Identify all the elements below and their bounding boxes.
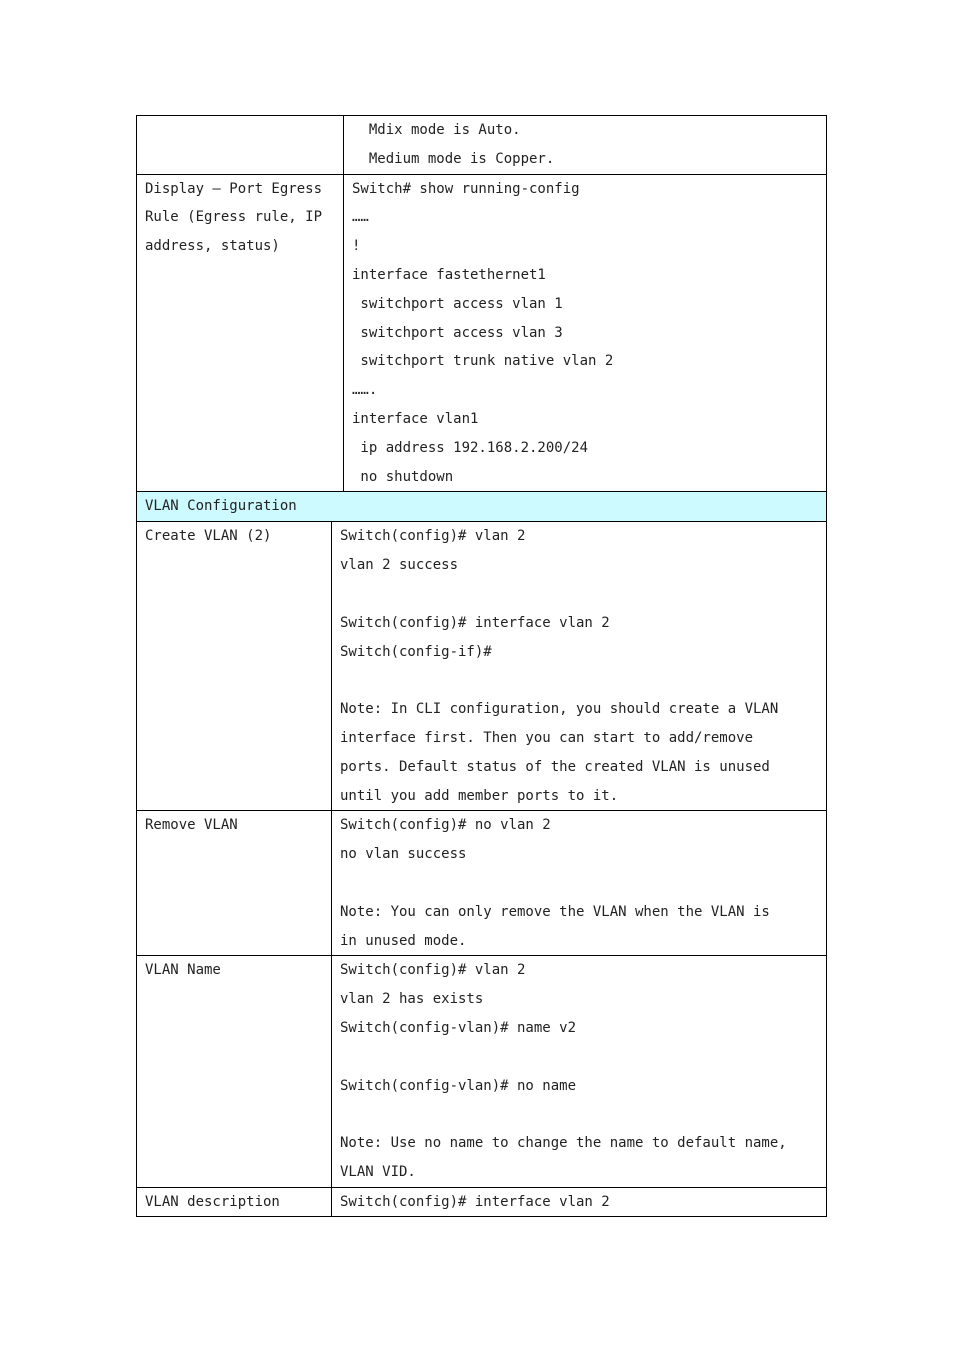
command-line	[340, 580, 818, 609]
command-line: vlan 2 has exists	[340, 991, 484, 1008]
table-row	[137, 1187, 826, 1217]
command-line: interface vlan1	[352, 410, 479, 427]
command-cell	[344, 116, 826, 174]
feature-cell	[137, 1188, 332, 1217]
table-row	[137, 810, 826, 955]
feature-label: VLAN Name	[145, 962, 221, 979]
table-row	[137, 116, 826, 174]
feature-label: VLAN description	[145, 1193, 280, 1210]
note-line: Note: Use no name to change the name to default name,	[340, 1135, 787, 1152]
command-line: !	[352, 238, 361, 255]
feature-label: address, status)	[145, 238, 280, 255]
feature-label: Remove VLAN	[145, 817, 238, 834]
command-line	[340, 1043, 818, 1072]
command-line: vlan 2 success	[340, 557, 459, 574]
note-line: Note: In CLI configuration, you should create a VLAN	[340, 701, 779, 718]
section-header: VLAN Configuration	[137, 492, 826, 521]
command-line: Switch(config)# no vlan 2	[340, 817, 551, 834]
command-line: …….	[352, 382, 378, 399]
command-line: Switch(config)# vlan 2	[340, 962, 526, 979]
command-line: Switch(config)# vlan 2	[340, 528, 526, 545]
table-row	[137, 521, 826, 810]
command-line: Medium mode is Copper.	[352, 150, 555, 167]
cli-command-table	[136, 115, 827, 1217]
command-line: no vlan success	[340, 846, 467, 863]
command-line: Switch(config)# interface vlan 2	[340, 614, 610, 631]
command-line: ip address 192.168.2.200/24	[352, 439, 589, 456]
command-cell	[332, 522, 826, 810]
command-line	[340, 1100, 818, 1129]
command-line: Mdix mode is Auto.	[352, 122, 521, 138]
feature-cell	[137, 811, 332, 955]
command-cell	[332, 1188, 826, 1217]
section-header-row	[137, 491, 826, 521]
command-line	[340, 869, 818, 898]
command-line: Switch(config-vlan)# no name	[340, 1077, 577, 1094]
feature-cell	[137, 956, 332, 1186]
command-line	[340, 666, 818, 695]
note-line: Note: You can only remove the VLAN when the VLAN is	[340, 903, 770, 920]
table-row	[137, 174, 826, 492]
table-row	[137, 955, 826, 1186]
command-line: interface fastethernet1	[352, 266, 546, 283]
note-line: VLAN VID.	[340, 1163, 416, 1180]
command-cell	[344, 175, 826, 492]
note-line: interface first. Then you can start to add/remove	[340, 729, 754, 746]
command-line: Switch(config-if)#	[340, 643, 492, 660]
command-line: no shutdown	[352, 468, 454, 485]
note-line: in unused mode.	[340, 932, 467, 949]
feature-label: Create VLAN (2)	[145, 528, 272, 545]
feature-label: Display – Port Egress	[145, 180, 323, 197]
command-line: Switch(config-vlan)# name v2	[340, 1019, 577, 1036]
command-cell	[332, 956, 826, 1186]
feature-label: Rule (Egress rule, IP	[145, 209, 323, 226]
feature-cell	[137, 175, 344, 492]
command-line: switchport access vlan 3	[352, 324, 563, 341]
command-cell	[332, 811, 826, 955]
note-line: ports. Default status of the created VLAN is unused	[340, 758, 770, 775]
command-line: switchport trunk native vlan 2	[352, 353, 614, 370]
command-line: switchport access vlan 1	[352, 295, 563, 312]
command-line: ……	[352, 209, 369, 226]
command-line: Switch(config)# interface vlan 2	[340, 1193, 610, 1210]
feature-cell	[137, 116, 344, 174]
feature-cell	[137, 522, 332, 810]
command-line: Switch# show running-config	[352, 180, 580, 197]
note-line: until you add member ports to it.	[340, 787, 619, 804]
